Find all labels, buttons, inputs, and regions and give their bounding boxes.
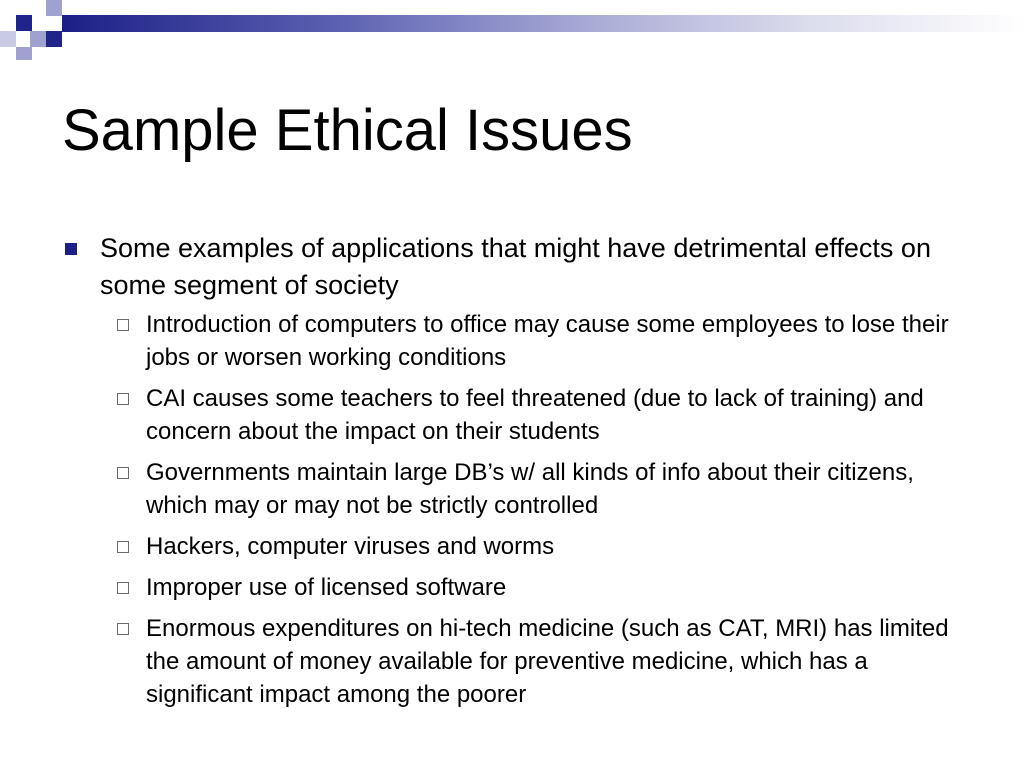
slide-body (62, 230, 982, 719)
list-item-text: Governments maintain large DB’s w/ all kinds of info about their citizens, which may or may not be strictly controlled (146, 459, 914, 519)
list-item (62, 530, 966, 563)
list-item-text: Improper use of licensed software (146, 574, 507, 601)
hollow-square-bullet-icon (117, 319, 129, 331)
slide-title: Sample Ethical Issues (62, 98, 633, 163)
list-item-text: CAI causes some teachers to feel threatened (due to lack of training) and concern about the impact on their students (146, 385, 924, 445)
decor-square-icon (46, 0, 62, 16)
list-item-text: Enormous expenditures on hi-tech medicine (such as CAT, MRI) has limited the amount of money available for preventive medicine, which has a significant impact among the poorer (146, 615, 949, 708)
hollow-square-bullet-icon (117, 393, 129, 405)
list-item (62, 456, 966, 522)
decor-square-icon (46, 31, 62, 47)
decor-square-icon (16, 47, 32, 60)
list-item (62, 382, 966, 448)
decor-square-icon (16, 15, 32, 31)
list-item-text: Introduction of computers to office may cause some employees to lose their jobs or worsen working conditions (146, 311, 949, 371)
hollow-square-bullet-icon (117, 467, 129, 479)
hollow-square-bullet-icon (117, 623, 129, 635)
main-point-text: Some examples of applications that might have detrimental effects on some segment of society (100, 233, 931, 300)
list-item (62, 612, 966, 711)
filled-square-bullet-icon (65, 243, 77, 255)
decor-square-icon (30, 31, 46, 47)
header-decoration (0, 0, 1024, 60)
sub-bullet-list (62, 308, 982, 711)
hollow-square-bullet-icon (117, 541, 129, 553)
list-item (62, 308, 966, 374)
list-item-text: Hackers, computer viruses and worms (146, 533, 555, 560)
list-item (62, 571, 966, 604)
header-gradient-bar (62, 15, 1024, 32)
hollow-square-bullet-icon (117, 582, 129, 594)
decor-square-icon (0, 31, 16, 47)
main-bullet-point (62, 230, 982, 304)
